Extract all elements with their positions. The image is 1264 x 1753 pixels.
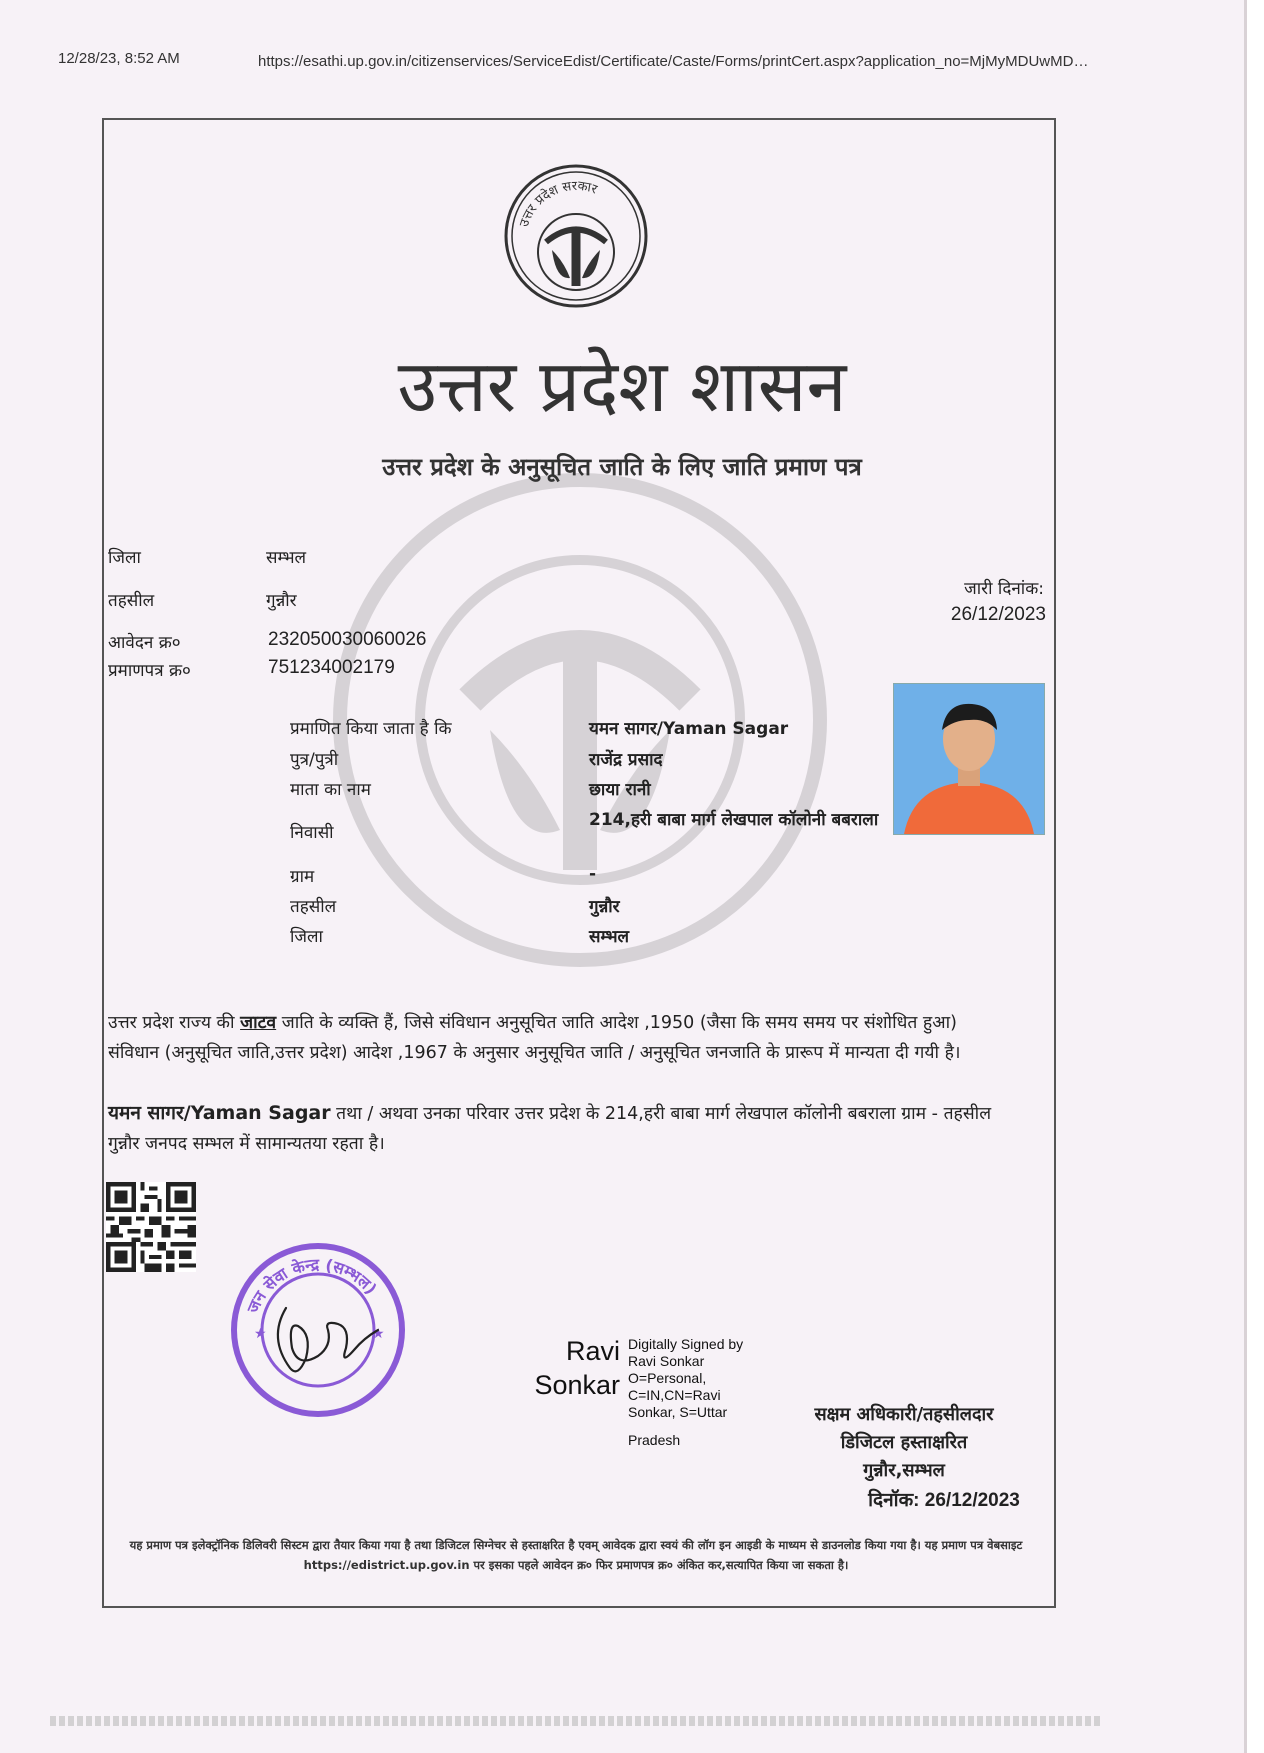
officer-date: दिनॉक: 26/12/2023 <box>868 1490 1020 1511</box>
digital-signature-details <box>628 1336 768 1421</box>
caste-name: जाटव <box>240 1013 277 1033</box>
statement-part-2: जाति के व्यक्ति हैं, जिसे संविधान अनुसूचित जाति आदेश ,1950 (जैसा कि समय समय पर संशोधित हुआ) संविधान (अनुसूचित जाति,उत्तर प्रदेश) आदेश ,1967 के अनुसार अनुसूचित जाति / अनुसूचित जनजाति के प्रारूप में मान्यता दी गयी है। <box>108 1013 961 1063</box>
detail-label-parent: पुत्र/पुत्री <box>290 750 339 770</box>
application-no-label: आवेदन क्र० <box>108 633 181 653</box>
detail-label-mother: माता का नाम <box>290 780 371 800</box>
detail-value-district: सम्भल <box>589 927 630 947</box>
detail-value-mother: छाया रानी <box>589 780 651 800</box>
qr-code-icon <box>106 1182 196 1272</box>
detail-value-address: 214,हरी बाबा मार्ग लेखपाल कॉलोनी बबराला <box>589 810 879 830</box>
bottom-url-faded <box>50 1716 1100 1726</box>
sig-detail-2: Ravi Sonkar <box>628 1353 705 1369</box>
detail-value-name: यमन सागर/Yaman Sagar <box>589 719 789 739</box>
applicant-photo <box>893 683 1045 835</box>
certificate-no-value: 751234002179 <box>268 657 395 678</box>
certificate-statement <box>108 1008 1008 1068</box>
officer-digital-signed: डिजिटल हस्ताक्षरित <box>840 1432 968 1453</box>
officer-location: गुन्नौर,सम्भल <box>863 1460 945 1481</box>
statement-part-1: उत्तर प्रदेश राज्य की <box>108 1013 241 1033</box>
svg-text:★: ★ <box>254 1326 267 1342</box>
sig-detail-4: C=IN,CN=Ravi <box>628 1387 721 1403</box>
person-portrait-icon <box>894 684 1044 834</box>
detail-label-certified: प्रमाणित किया जाता है कि <box>290 719 452 739</box>
sig-detail-6: Pradesh <box>628 1432 681 1448</box>
residence-text: तथा / अथवा उनका परिवार उत्तर प्रदेश के 214,हरी बाबा मार्ग लेखपाल कॉलोनी बबराला ग्राम - तहसील गुन्नौर जनपद सम्भल में सामान्यतया रहता है। <box>108 1104 992 1154</box>
tehsil-label: तहसील <box>108 591 155 611</box>
detail-label-district: जिला <box>290 927 323 947</box>
svg-text:जन सेवा केन्द्र (सम्भल): जन सेवा केन्द्र (सम्भल) <box>243 1254 381 1316</box>
footer-note: यह प्रमाण पत्र इलेक्ट्रॉनिक डिलिवरी सिस्टम द्वारा तैयार किया गया है तथा डिजिटल सिग्नेचर से हस्ताक्षरित है एवम् आवेदक द्वारा स्वयं की लॉग इन आइडी के माध्यम से डाउनलोड किया गया है। यह प्रमाण पत्र वेबसाइट https://edistrict.up.gov.in पर इसका पहले आवेदन क्र० फिर प्रमाणपत्र क्र० अंकित कर,सत्यापित किया जा सकता है। <box>129 1538 1023 1572</box>
residence-statement <box>108 1098 1008 1159</box>
detail-label-tehsil: तहसील <box>290 897 337 917</box>
tehsil-value: गुन्नौर <box>266 591 297 611</box>
print-datetime: 12/28/23, 8:52 AM <box>58 50 180 67</box>
certificate-title: उत्तर प्रदेश के अनुसूचित जाति के लिए जाति प्रमाण पत्र <box>382 453 862 481</box>
signer-first-name: Ravi <box>565 1336 620 1366</box>
svg-text:★: ★ <box>372 1326 385 1342</box>
official-seal-stamp-icon <box>228 1238 408 1418</box>
print-url: https://esathi.up.gov.in/citizenservices/ServiceEdist/Certificate/Caste/Forms/printCert.aspx?application_no=MjMyMDUwMD… <box>258 53 1089 70</box>
certificate-no-label: प्रमाणपत्र क्र० <box>108 661 191 681</box>
issue-date-label: जारी दिनांक: <box>964 579 1044 599</box>
application-no-value: 232050030060026 <box>268 629 427 650</box>
sig-detail-5: Sonkar, S=Uttar <box>628 1404 728 1420</box>
district-value: सम्भल <box>266 548 307 568</box>
detail-value-parent: राजेंद्र प्रसाद <box>589 750 663 770</box>
officer-designation: सक्षम अधिकारी/तहसीलदार <box>814 1404 994 1425</box>
detail-value-village: - <box>589 864 597 884</box>
issue-date-value: 26/12/2023 <box>950 604 1046 625</box>
detail-value-tehsil: गुन्नौर <box>589 897 620 917</box>
sig-detail-3: O=Personal, <box>628 1370 707 1386</box>
up-government-emblem-icon <box>502 162 650 310</box>
government-title: उत्तर प्रदेश शासन <box>397 344 847 428</box>
signer-last-name: Sonkar <box>534 1370 620 1400</box>
district-label: जिला <box>108 548 141 568</box>
svg-text:उत्तर प्रदेश सरकार: उत्तर प्रदेश सरकार <box>517 178 600 229</box>
detail-label-resident: निवासी <box>290 823 334 843</box>
sig-detail-1: Digitally Signed by <box>628 1336 744 1352</box>
residence-name: यमन सागर/Yaman Sagar <box>108 1102 331 1124</box>
detail-label-village: ग्राम <box>290 867 315 887</box>
signer-name <box>520 1334 620 1402</box>
